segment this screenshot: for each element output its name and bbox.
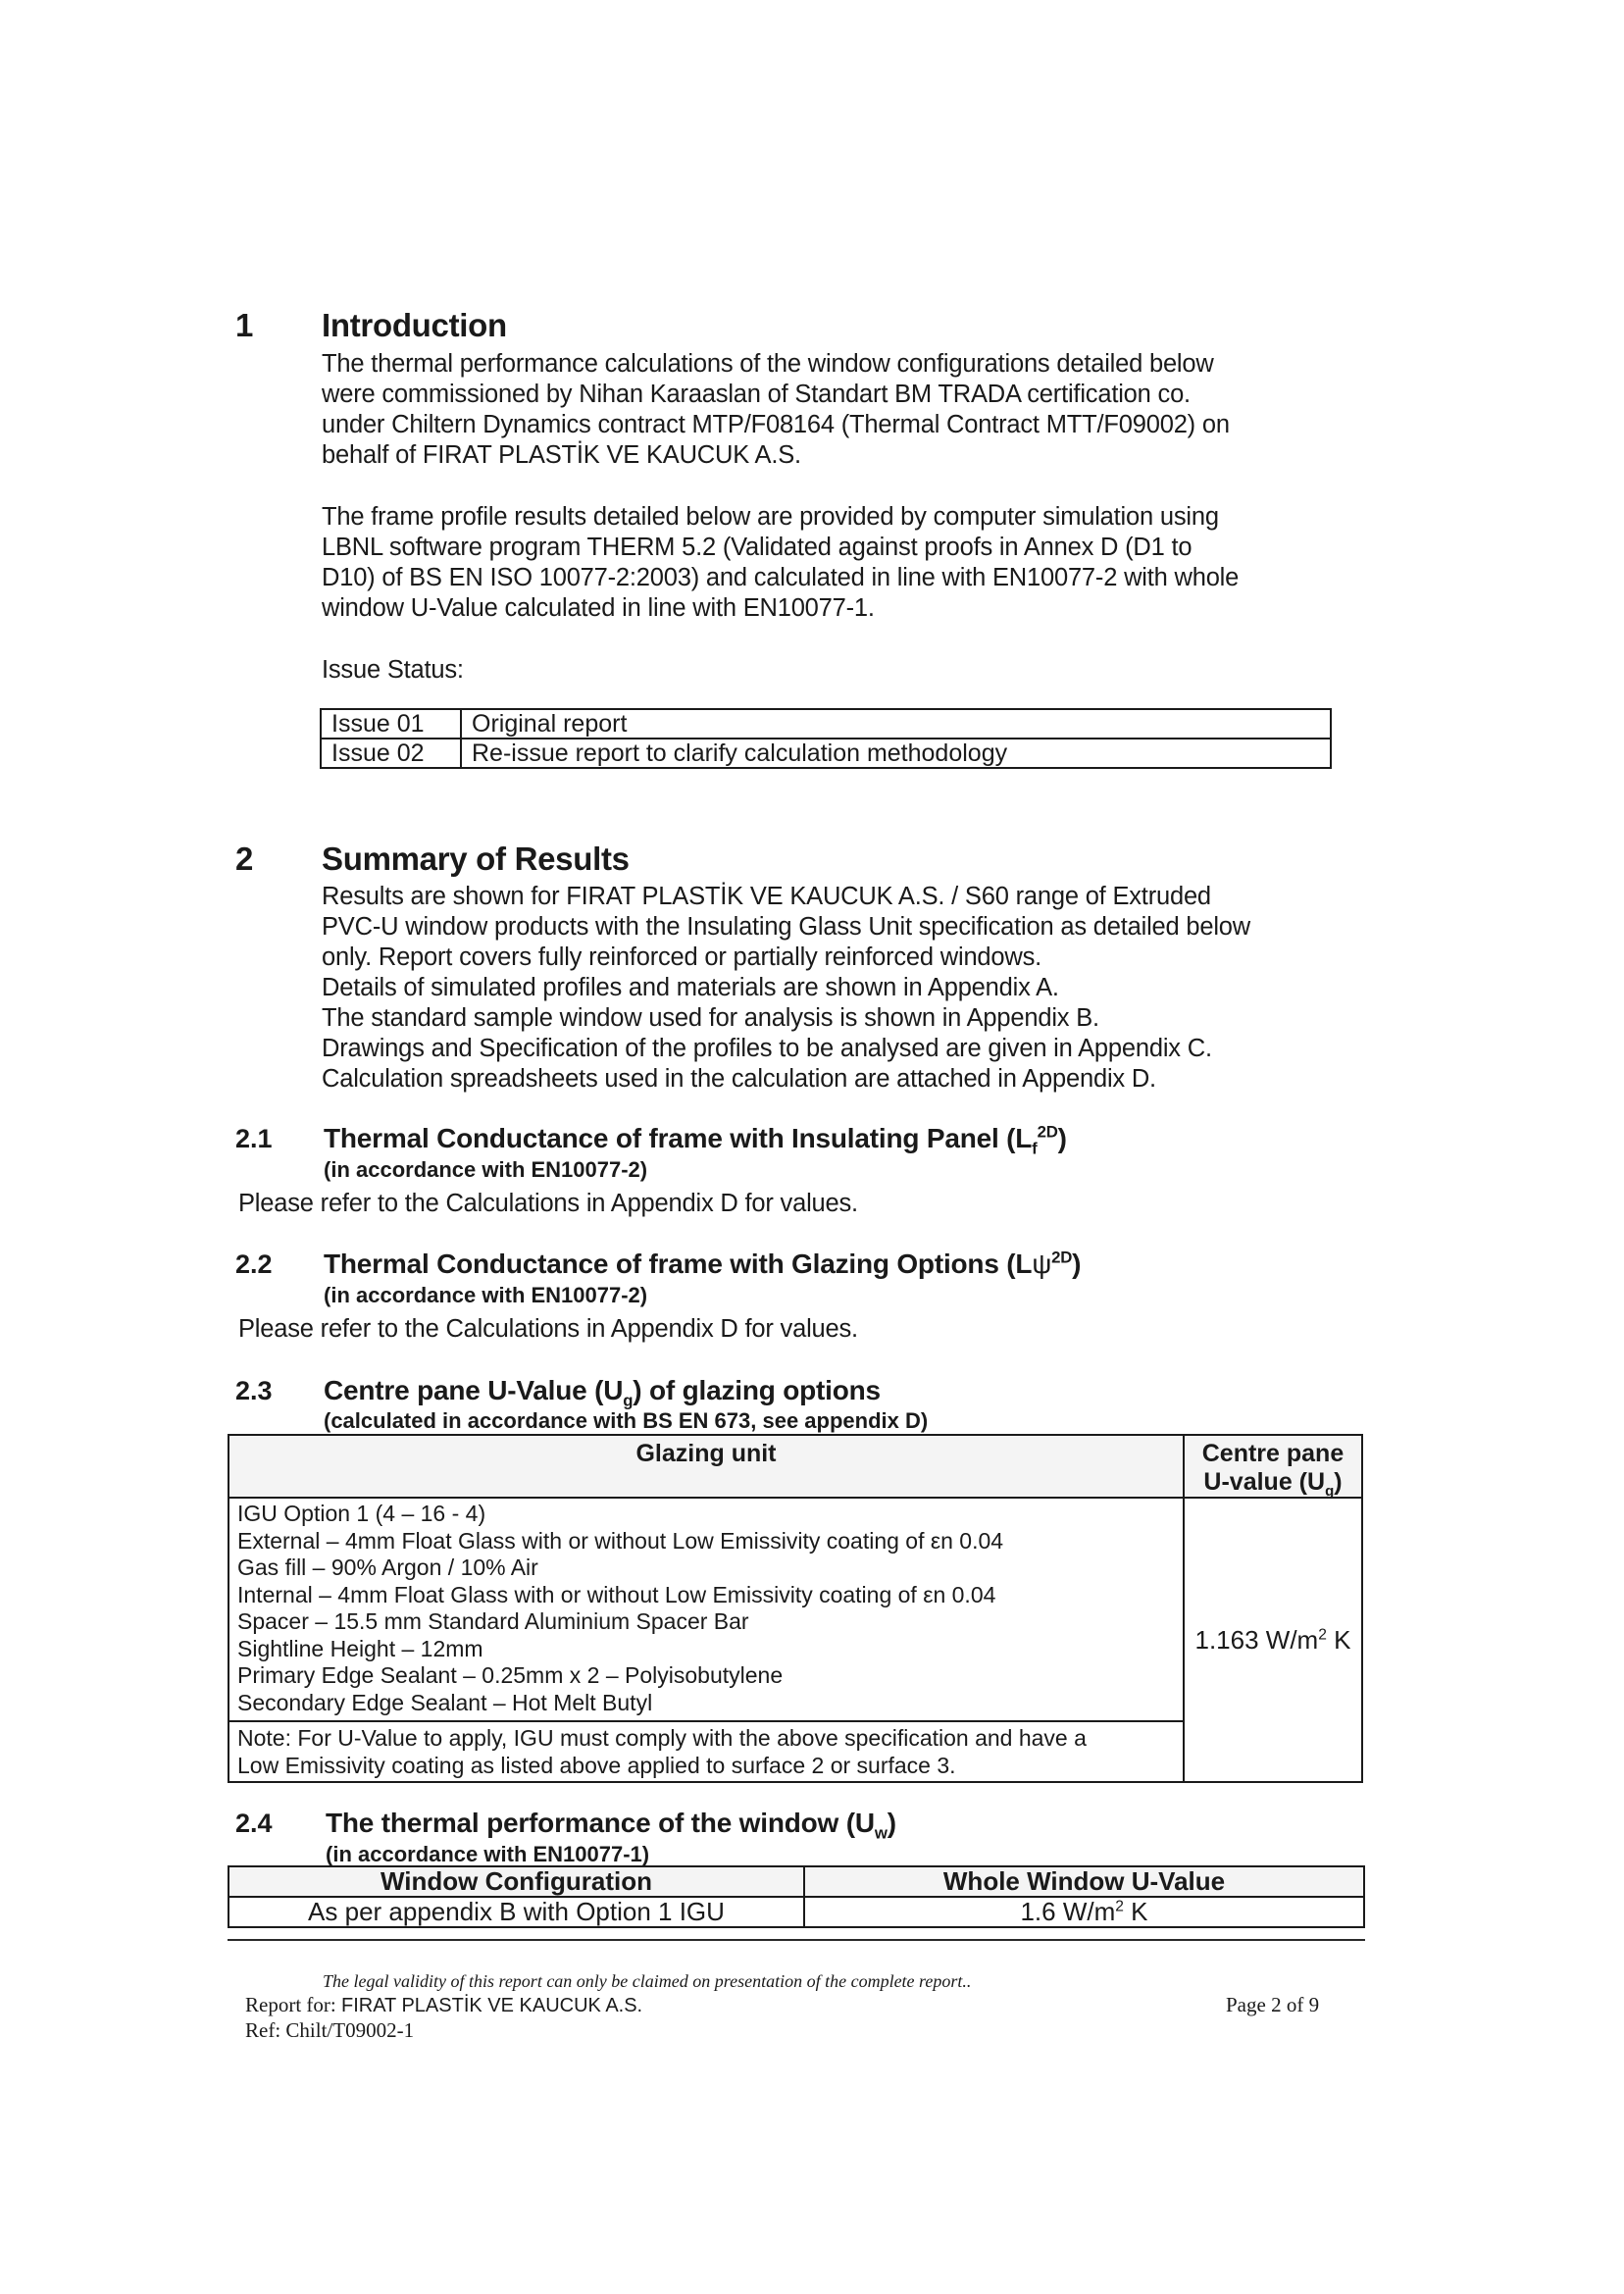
title-subscript: g	[623, 1391, 634, 1410]
spec-line: Sightline Height – 12mm	[237, 1635, 483, 1661]
header-subscript: g	[1325, 1483, 1335, 1500]
title-subscript: f	[1032, 1139, 1038, 1158]
section-2-1-title	[324, 1122, 1067, 1158]
section-2-4-title	[326, 1808, 896, 1843]
section-2-title: Summary of Results	[322, 841, 630, 877]
intro-paragraph-1	[322, 349, 1230, 471]
centre-pane-u-value	[1184, 1498, 1362, 1782]
text-line: under Chiltern Dynamics contract MTP/F08164 (Thermal Contract MTT/F09002) on	[322, 411, 1230, 438]
title-text: Centre pane U-Value (U	[324, 1375, 624, 1405]
title-superscript: 2D	[1051, 1248, 1073, 1267]
text-line: were commissioned by Nihan Karaaslan of Standart BM TRADA certification co.	[322, 381, 1191, 408]
title-text: )	[1057, 1123, 1067, 1153]
issue-number: Issue 01	[321, 709, 461, 739]
issue-description: Original report	[461, 709, 1331, 739]
glazing-unit-table	[228, 1434, 1363, 1783]
note-line: Note: For U-Value to apply, IGU must comply with the above specification and have a	[237, 1725, 1087, 1751]
spec-line: Spacer – 15.5 mm Standard Aluminium Spacer Bar	[237, 1608, 749, 1634]
header-glazing-unit: Glazing unit	[228, 1435, 1184, 1498]
spec-line: Internal – 4mm Float Glass with or without Low Emissivity coating of εn 0.04	[237, 1581, 996, 1607]
title-text: )	[887, 1808, 896, 1838]
value-text: 1.6 W/m	[1020, 1897, 1116, 1926]
legal-validity-note: The legal validity of this report can only be claimed on presentation of the complete report..	[323, 1971, 972, 1991]
spec-line: Secondary Edge Sealant – Hot Melt Butyl	[237, 1689, 653, 1715]
text-line: Details of simulated profiles and materials are shown in Appendix A.	[322, 974, 1059, 1001]
table-row	[321, 739, 1331, 768]
header-text: )	[1334, 1468, 1343, 1496]
title-text: Thermal Conductance of frame with Insulating Panel (L	[324, 1123, 1033, 1153]
text-line: PVC-U window products with the Insulating Glass Unit specification as detailed below	[322, 913, 1251, 941]
text-line: The thermal performance calculations of the window configurations detailed below	[322, 350, 1214, 378]
table-header-row	[228, 1866, 1364, 1897]
table-row	[228, 1498, 1362, 1721]
table-row	[228, 1897, 1364, 1927]
footer-divider	[228, 1939, 1365, 1941]
report-for	[245, 1993, 642, 2017]
psi-symbol: ψ	[1032, 1249, 1052, 1279]
value-text: K	[1123, 1897, 1148, 1926]
window-configuration: As per appendix B with Option 1 IGU	[228, 1897, 804, 1927]
section-2-2-subtitle: (in accordance with EN10077-2)	[324, 1283, 648, 1307]
text-line: Calculation spreadsheets used in the calculation are attached in Appendix D.	[322, 1065, 1156, 1093]
text-line: Drawings and Specification of the profiles to be analysed are given in Appendix C.	[322, 1035, 1212, 1062]
intro-paragraph-2	[322, 502, 1239, 624]
header-centre-pane-u-value	[1184, 1435, 1362, 1498]
header-line: Centre pane	[1201, 1440, 1345, 1467]
spec-line: External – 4mm Float Glass with or without Low Emissivity coating of εn 0.04	[237, 1527, 1004, 1554]
spec-line: Primary Edge Sealant – 0.25mm x 2 – Polyisobutylene	[237, 1662, 784, 1688]
page-number: Page 2 of 9	[1226, 1993, 1320, 2016]
title-superscript: 2D	[1037, 1122, 1058, 1142]
text-line: D10) of BS EN ISO 10077-2:2003) and calculated in line with EN10077-2 with whole	[322, 564, 1240, 591]
header-window-configuration: Window Configuration	[228, 1866, 804, 1897]
text-line: behalf of FIRAT PLASTİK VE KAUCUK A.S.	[322, 441, 801, 469]
value-text: 1.163 W/m	[1194, 1624, 1319, 1655]
spec-line: Gas fill – 90% Argon / 10% Air	[237, 1555, 538, 1580]
title-text: ) of glazing options	[633, 1375, 881, 1405]
section-2-1-number: 2.1	[235, 1124, 273, 1153]
section-2-1-subtitle: (in accordance with EN10077-2)	[324, 1157, 648, 1182]
title-subscript: w	[874, 1823, 888, 1843]
text-line: The standard sample window used for analysis is shown in Appendix B.	[322, 1004, 1099, 1032]
table-row	[321, 709, 1331, 739]
section-2-4-subtitle: (in accordance with EN10077-1)	[326, 1842, 650, 1866]
title-text: The thermal performance of the window (U	[326, 1808, 875, 1838]
section-1-number: 1	[235, 307, 254, 343]
text-line: LBNL software program THERM 5.2 (Validated against proofs in Annex D (D1 to	[322, 534, 1193, 561]
value-text: K	[1326, 1624, 1351, 1655]
header-line	[1194, 1468, 1351, 1500]
note-line: Low Emissivity coating as listed above applied to surface 2 or surface 3.	[237, 1753, 956, 1778]
section-2-2-title	[324, 1249, 1081, 1280]
section-1-title: Introduction	[322, 307, 507, 343]
summary-paragraph	[322, 882, 1250, 1095]
whole-window-u-value	[804, 1897, 1364, 1927]
issue-status-table	[320, 708, 1332, 769]
section-2-3-subtitle: (calculated in accordance with BS EN 673, see appendix D)	[324, 1408, 929, 1433]
title-text: )	[1072, 1249, 1082, 1279]
table-header-row	[228, 1435, 1362, 1498]
header-text: U-value (U	[1203, 1468, 1326, 1496]
section-2-3-number: 2.3	[235, 1376, 273, 1405]
section-2-number: 2	[235, 841, 254, 877]
issue-description: Re-issue report to clarify calculation methodology	[461, 739, 1331, 768]
report-for-company: FIRAT PLASTİK VE KAUCUK A.S.	[340, 1995, 643, 2016]
issue-number: Issue 02	[321, 739, 461, 768]
title-text: Thermal Conductance of frame with Glazing Options (L	[324, 1249, 1033, 1279]
section-2-4-number: 2.4	[235, 1809, 273, 1838]
window-u-value-table	[228, 1865, 1365, 1928]
value-superscript: 2	[1318, 1625, 1327, 1643]
section-2-2-body: Please refer to the Calculations in Appendix D for values.	[238, 1315, 858, 1343]
text-line: only. Report covers fully reinforced or partially reinforced windows.	[322, 943, 1042, 971]
text-line: Results are shown for FIRAT PLASTİK VE KAUCUK A.S. / S60 range of Extruded	[322, 883, 1211, 910]
text-line: window U-Value calculated in line with EN10077-1.	[322, 594, 875, 622]
value-superscript: 2	[1115, 1898, 1124, 1915]
header-whole-window-u-value: Whole Window U-Value	[804, 1866, 1364, 1897]
text-line: The frame profile results detailed below are provided by computer simulation using	[322, 503, 1219, 531]
report-reference: Ref: Chilt/T09002-1	[245, 2018, 415, 2042]
issue-status-label: Issue Status:	[322, 656, 464, 684]
report-for-label: Report for:	[245, 1993, 341, 2016]
spec-line: IGU Option 1 (4 – 16 - 4)	[237, 1501, 486, 1526]
section-2-3-title	[324, 1375, 881, 1410]
igu-note	[228, 1721, 1184, 1782]
igu-specification	[228, 1498, 1184, 1721]
section-2-1-body: Please refer to the Calculations in Appendix D for values.	[238, 1190, 858, 1217]
section-2-2-number: 2.2	[235, 1249, 273, 1279]
